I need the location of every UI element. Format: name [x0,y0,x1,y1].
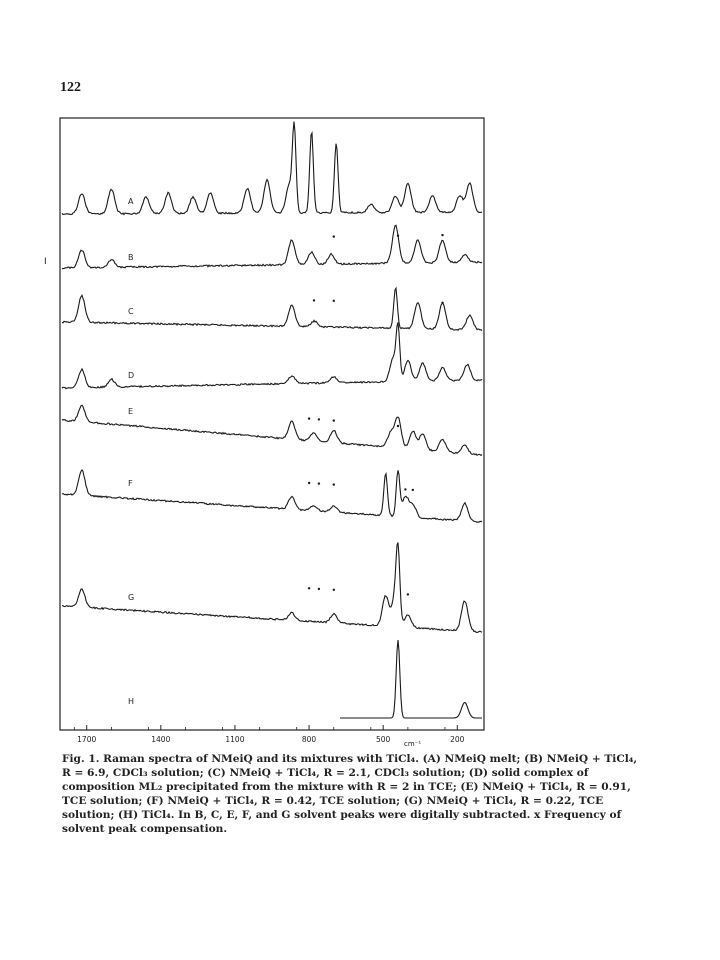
spectrum-label: D [128,371,135,380]
solvent-mark [318,418,320,420]
spectrum-label: G [128,593,135,602]
caption-text: Fig. 1. Raman spectra of NMeiQ and its mixtures with TiCl₄. (A) NMeiQ melt; (B) NMeiQ + TiCl₄, R = 6.9, CDCl₃ solution; (C) NMeiQ + TiCl₄, R = 2.1, CDCl₃ solution; (D) solid complex of composition ML₂ precipitated from the mixture with R = 2 in TCE; (E) NMeiQ + TiCl₄, R = 0.91, TCE solution; (F) NMeiQ + TiCl₄, R = 0.42, TCE solution; (G) NMeiQ + TiCl₄, R = 0.22, TCE solution; (H) TiCl₄. In B, C, E, F, and G solvent peaks were digitally subtracted. x Frequency of solvent peak compensation. [62,753,638,835]
solvent-mark [441,234,443,236]
spectrum-line [62,322,482,388]
spectrum-F [62,470,482,522]
spectrum-line [62,225,482,268]
solvent-mark [397,235,399,237]
x-tick-label: 500 [376,735,391,744]
x-unit-label: cm⁻¹ [404,740,422,748]
spectrum-C [62,288,482,330]
spectrum-B [62,225,482,268]
solvent-mark [397,425,399,427]
x-tick-label: 1400 [151,735,171,744]
figure-caption [62,752,642,836]
spectrum-H [128,640,482,718]
x-tick-label: 800 [301,735,317,744]
spectrum-G [62,543,482,633]
spectrum-label: E [128,407,134,416]
ordinate-mark: I [44,257,47,267]
plot-frame [60,118,484,730]
solvent-mark [313,299,315,301]
spectrum-line [340,640,482,718]
x-tick-label: 200 [450,735,465,744]
spectrum-label: F [128,479,133,488]
spectrum-label: B [128,253,134,262]
solvent-mark [308,417,310,419]
solvent-mark [333,419,335,421]
spectrum-line [62,288,482,330]
spectrum-line [62,470,482,522]
solvent-mark [404,488,406,490]
spectrum-label: H [128,697,135,706]
spectrum-line [62,122,482,215]
solvent-mark [318,588,320,590]
solvent-mark [308,482,310,484]
spectrum-D [62,322,482,388]
solvent-mark [308,587,310,589]
solvent-mark [318,482,320,484]
solvent-mark [333,589,335,591]
spectrum-E [62,405,482,455]
spectrum-A [62,122,482,215]
solvent-mark [441,302,443,304]
spectrum-line [62,543,482,633]
spectrum-label: C [128,307,134,316]
solvent-mark [333,235,335,237]
solvent-mark [412,489,414,491]
solvent-mark [333,483,335,485]
solvent-mark [407,593,409,595]
x-tick-label: 1100 [225,735,245,744]
page-number: 122 [60,80,81,95]
solvent-mark [333,300,335,302]
spectrum-label: A [128,197,134,206]
x-tick-label: 1700 [77,735,97,744]
spectrum-line [62,405,482,455]
